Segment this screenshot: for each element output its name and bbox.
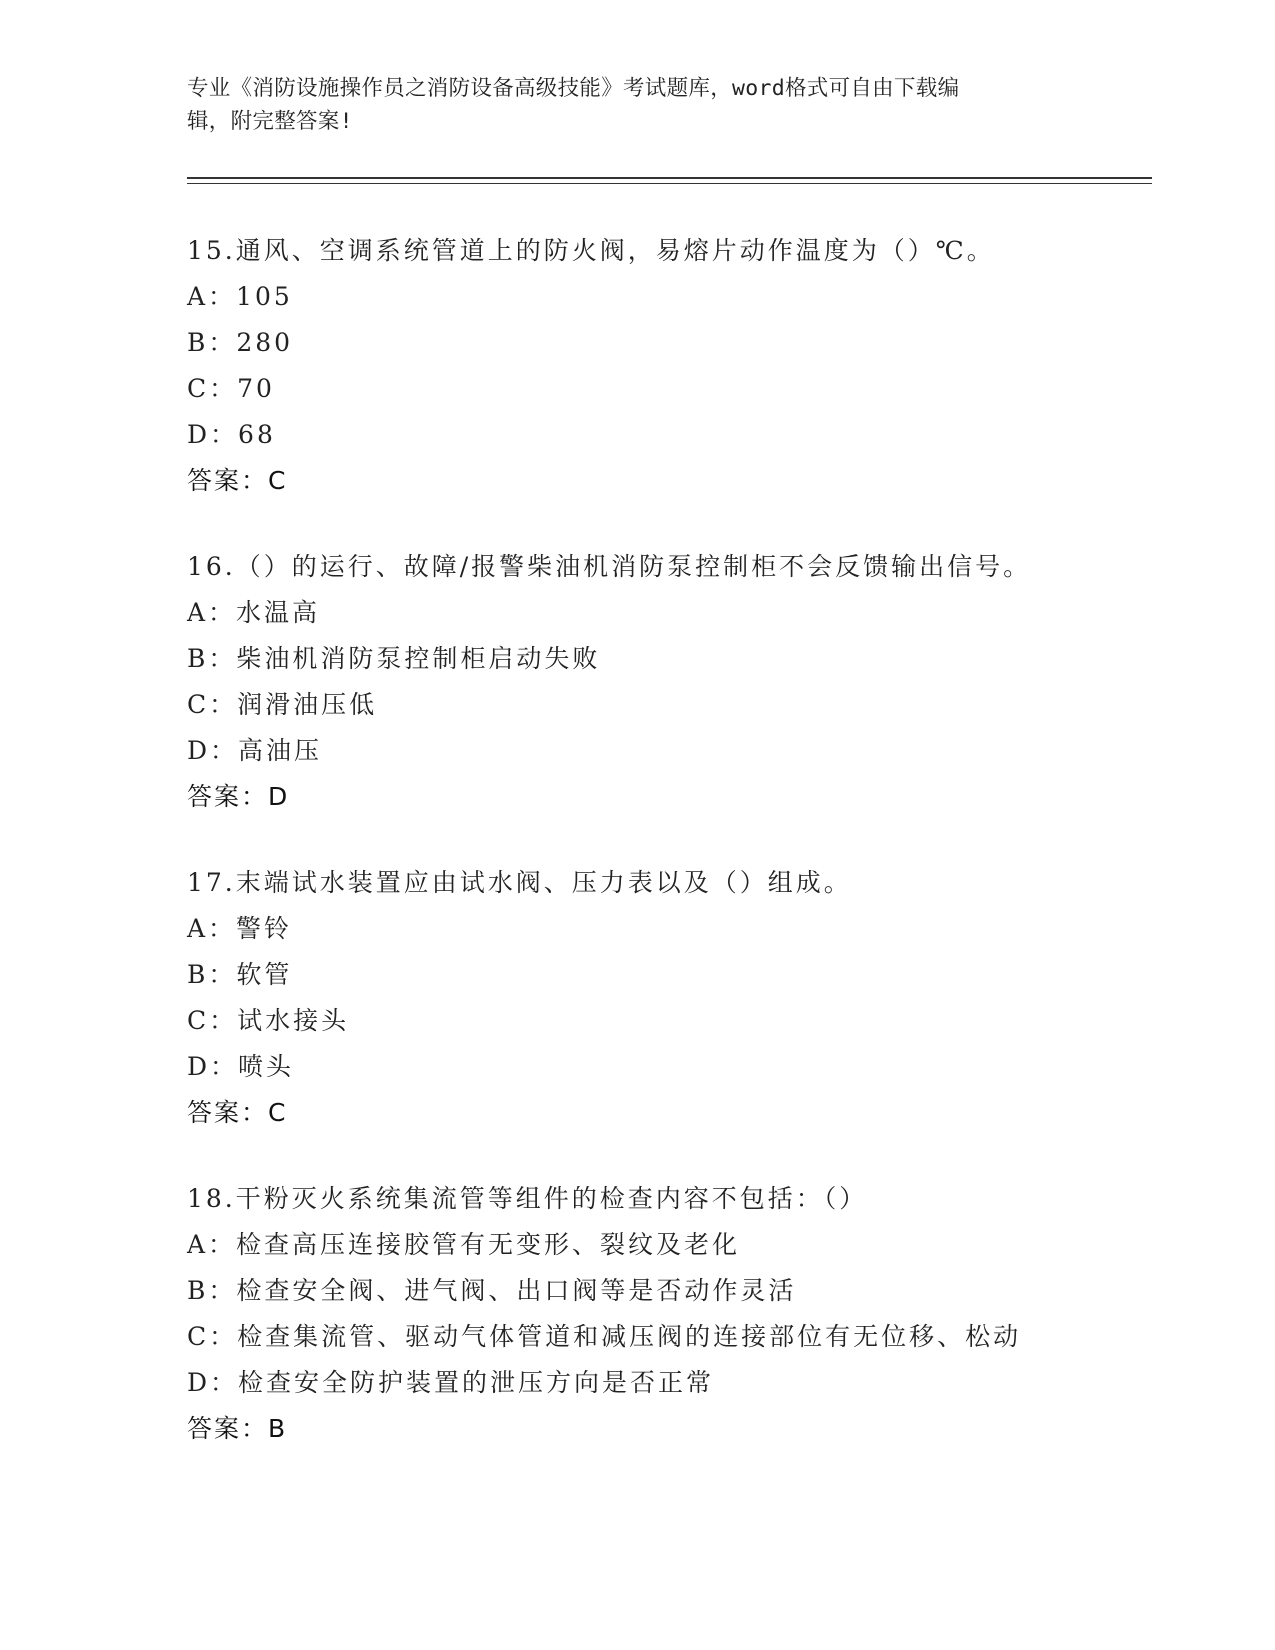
option-b: B：280 <box>187 328 294 357</box>
answer-label: 答案：D <box>187 782 290 811</box>
option-a: A：水温高 <box>187 598 321 627</box>
option-d: D：高油压 <box>187 736 323 765</box>
document-header <box>187 72 1087 138</box>
option-d: D：68 <box>187 420 276 449</box>
header-divider-thin <box>187 183 1152 184</box>
answer-label: 答案：C <box>187 466 288 495</box>
option-b: B：柴油机消防泵控制柜启动失败 <box>187 644 601 673</box>
option-c: C：检查集流管、驱动气体管道和减压阀的连接部位有无位移、松动 <box>187 1322 1022 1351</box>
question-17 <box>187 860 1147 1136</box>
option-c: C：润滑油压低 <box>187 690 378 719</box>
question-title: 17.末端试水装置应由试水阀、压力表以及（）组成。 <box>187 868 852 897</box>
question-title: 18.干粉灭火系统集流管等组件的检查内容不包括：（） <box>187 1184 868 1213</box>
question-18 <box>187 1176 1147 1452</box>
option-b: B：检查安全阀、进气阀、出口阀等是否动作灵活 <box>187 1276 797 1305</box>
header-divider <box>187 177 1152 179</box>
question-16 <box>187 544 1147 820</box>
option-b: B：软管 <box>187 960 293 989</box>
option-a: A：警铃 <box>187 914 293 943</box>
option-c: C：试水接头 <box>187 1006 350 1035</box>
question-title: 15.通风、空调系统管道上的防火阀，易熔片动作温度为（）℃。 <box>187 236 995 265</box>
header-line-2: 辑，附完整答案! <box>187 109 353 134</box>
option-d: D：喷头 <box>187 1052 295 1081</box>
question-15 <box>187 228 1147 504</box>
option-a: A：105 <box>187 282 293 311</box>
answer-label: 答案：C <box>187 1098 288 1127</box>
option-a: A：检查高压连接胶管有无变形、裂纹及老化 <box>187 1230 741 1259</box>
option-c: C：70 <box>187 374 275 403</box>
answer-label: 答案：B <box>187 1414 288 1443</box>
header-line-1: 专业《消防设施操作员之消防设备高级技能》考试题库，word格式可自由下载编 <box>187 76 960 101</box>
option-d: D：检查安全防护装置的泄压方向是否正常 <box>187 1368 715 1397</box>
question-title: 16.（）的运行、故障/报警柴油机消防泵控制柜不会反馈输出信号。 <box>187 552 1032 581</box>
